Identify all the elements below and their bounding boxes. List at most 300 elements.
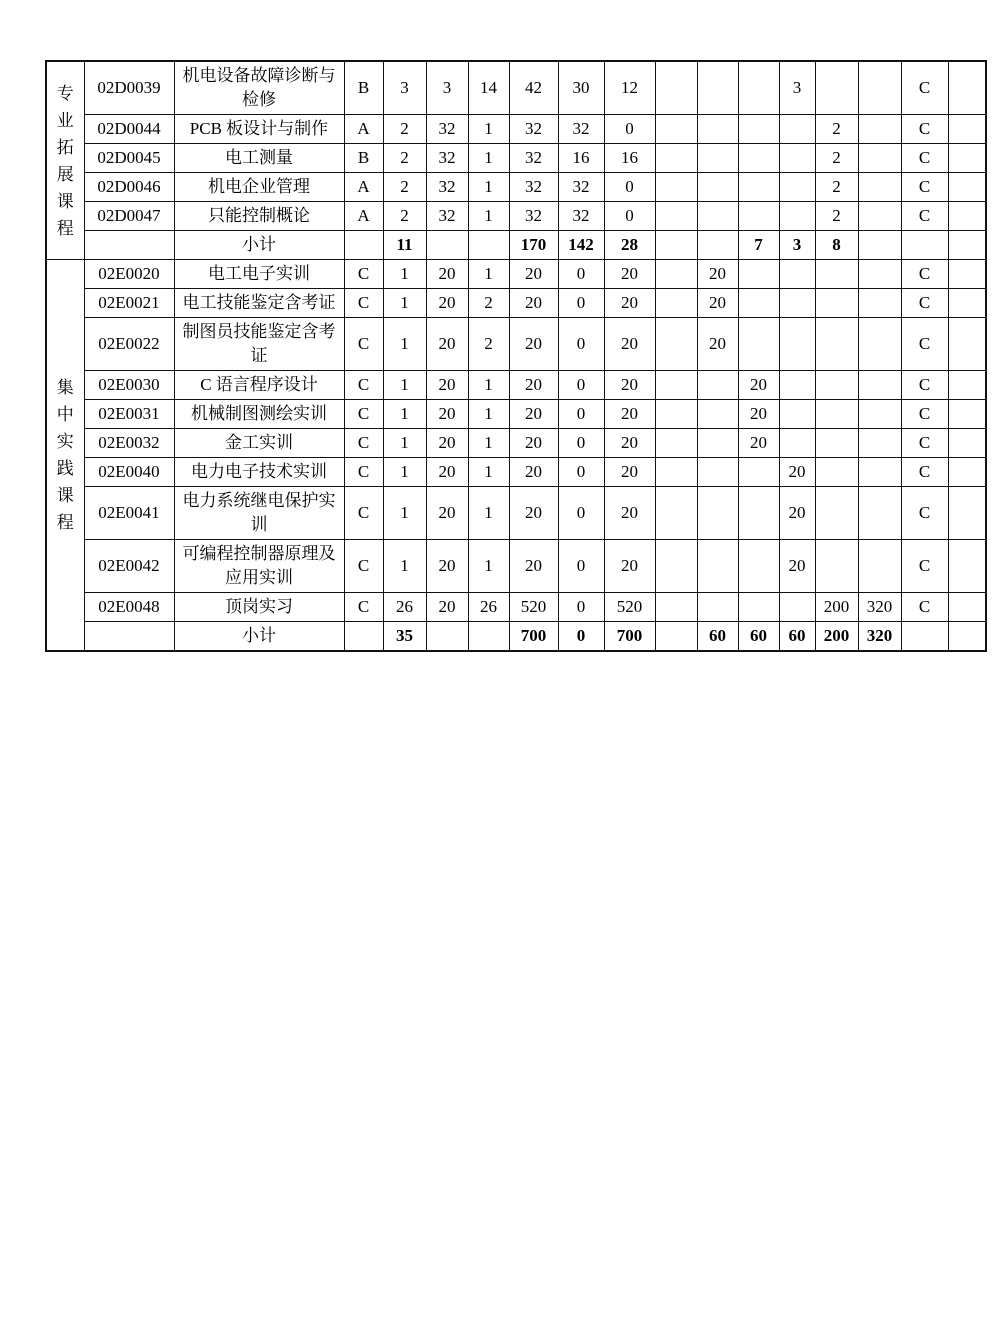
value-cell [697,231,738,260]
value-cell [948,371,986,400]
value-cell: 0 [558,400,604,429]
value-cell: 16 [558,144,604,173]
value-cell [815,289,858,318]
category-char: 专 [56,83,74,103]
value-cell [815,61,858,115]
value-cell [655,115,697,144]
value-cell [738,115,779,144]
value-cell [948,260,986,289]
value-cell: 2 [383,173,426,202]
exam-mode-cell: C [901,458,948,487]
value-cell [779,371,815,400]
value-cell: 20 [604,458,655,487]
exam-mode-cell: C [901,289,948,318]
value-cell [948,487,986,540]
value-cell: 1 [383,289,426,318]
value-cell [948,144,986,173]
exam-mode-cell: C [901,540,948,593]
category-char: 展 [56,164,74,184]
value-cell: 20 [509,260,558,289]
value-cell [697,429,738,458]
value-cell [738,260,779,289]
category-char: 课 [56,486,74,505]
value-cell [858,260,901,289]
value-cell: 1 [468,487,509,540]
value-cell: 0 [558,487,604,540]
value-cell [779,260,815,289]
value-cell: 20 [604,540,655,593]
course-row [46,61,986,115]
value-cell: 2 [468,289,509,318]
value-cell: 32 [558,115,604,144]
course-row [46,202,986,231]
value-cell: 3 [426,61,468,115]
course-name-cell: 电力电子技术实训 [174,458,344,487]
value-cell [738,593,779,622]
value-cell [344,231,383,260]
value-cell: 20 [426,318,468,371]
value-cell: 0 [558,371,604,400]
value-cell: 0 [604,202,655,231]
value-cell: 20 [426,593,468,622]
exam-mode-cell: C [901,61,948,115]
value-cell [858,173,901,202]
value-cell: 1 [468,429,509,458]
course-name-cell: 机械制图测绘实训 [174,400,344,429]
value-cell [697,202,738,231]
value-cell [815,371,858,400]
value-cell [738,540,779,593]
value-cell: 20 [697,260,738,289]
value-cell [948,61,986,115]
subtotal-row [46,231,986,260]
value-cell: 700 [604,622,655,652]
value-cell: 32 [426,144,468,173]
course-name-cell: PCB 板设计与制作 [174,115,344,144]
course-name-cell: C 语言程序设计 [174,371,344,400]
value-cell: 1 [468,400,509,429]
value-cell [948,400,986,429]
course-row [46,173,986,202]
subtotal-label-cell: 小计 [174,231,344,260]
value-cell [697,144,738,173]
value-cell: 0 [558,289,604,318]
exam-mode-cell: C [901,429,948,458]
value-cell: 2 [468,318,509,371]
value-cell [655,429,697,458]
value-cell [655,144,697,173]
value-cell: 3 [779,61,815,115]
table-body [46,61,986,651]
value-cell [858,289,901,318]
value-cell [779,202,815,231]
value-cell: 2 [815,144,858,173]
value-cell [948,202,986,231]
value-cell [948,540,986,593]
value-cell [697,593,738,622]
course-row [46,458,986,487]
value-cell: 3 [779,231,815,260]
value-cell [815,540,858,593]
value-cell: 20 [509,429,558,458]
value-cell: 20 [738,400,779,429]
value-cell [858,318,901,371]
value-cell: 32 [426,202,468,231]
value-cell: 20 [604,318,655,371]
value-cell [426,231,468,260]
value-cell [858,540,901,593]
value-cell: 20 [604,289,655,318]
value-cell: 7 [738,231,779,260]
value-cell: 1 [383,540,426,593]
value-cell: 20 [697,318,738,371]
value-cell: C [344,458,383,487]
value-cell: 60 [779,622,815,652]
course-code-cell: 02E0021 [84,289,174,318]
value-cell: 1 [383,371,426,400]
course-name-cell: 制图员技能鉴定含考证 [174,318,344,371]
course-code-cell: 02D0045 [84,144,174,173]
course-row [46,400,986,429]
value-cell: 0 [558,318,604,371]
value-cell: 0 [604,173,655,202]
value-cell: C [344,260,383,289]
exam-mode-cell: C [901,487,948,540]
value-cell [948,622,986,652]
value-cell [655,400,697,429]
value-cell [815,458,858,487]
value-cell [697,487,738,540]
value-cell: 20 [604,260,655,289]
course-row [46,115,986,144]
exam-mode-cell: C [901,400,948,429]
value-cell: 20 [738,371,779,400]
value-cell [948,115,986,144]
course-code-cell: 02D0039 [84,61,174,115]
value-cell: 1 [383,487,426,540]
exam-mode-cell: C [901,202,948,231]
value-cell: 20 [426,260,468,289]
value-cell: 32 [509,202,558,231]
value-cell: 1 [468,540,509,593]
value-cell: 0 [604,115,655,144]
course-row [46,289,986,318]
value-cell: 20 [509,318,558,371]
value-cell: B [344,144,383,173]
course-category-cell [46,260,84,652]
value-cell: 0 [558,429,604,458]
value-cell [655,202,697,231]
course-row [46,371,986,400]
value-cell: 32 [558,173,604,202]
value-cell [779,318,815,371]
value-cell [948,231,986,260]
value-cell: 20 [509,371,558,400]
value-cell [858,429,901,458]
value-cell: 1 [468,115,509,144]
category-char: 业 [56,110,74,130]
value-cell [815,487,858,540]
value-cell: 20 [604,371,655,400]
value-cell: A [344,173,383,202]
value-cell [697,400,738,429]
value-cell [948,458,986,487]
value-cell: 0 [558,458,604,487]
course-name-cell: 机电设备故障诊断与检修 [174,61,344,115]
value-cell: 2 [815,173,858,202]
value-cell [738,144,779,173]
value-cell: 320 [858,622,901,652]
course-name-cell: 电工技能鉴定含考证 [174,289,344,318]
value-cell: C [344,289,383,318]
course-name-cell: 顶岗实习 [174,593,344,622]
value-cell [697,61,738,115]
value-cell: 26 [468,593,509,622]
value-cell [779,593,815,622]
value-cell [655,289,697,318]
course-row [46,540,986,593]
value-cell: 60 [738,622,779,652]
value-cell [655,260,697,289]
value-cell: 20 [426,371,468,400]
value-cell: 35 [383,622,426,652]
value-cell: 20 [509,289,558,318]
value-cell [468,231,509,260]
course-name-cell: 电工测量 [174,144,344,173]
value-cell [655,622,697,652]
course-code-cell: 02E0042 [84,540,174,593]
value-cell: 0 [558,260,604,289]
value-cell [697,115,738,144]
value-cell: 1 [468,260,509,289]
value-cell: B [344,61,383,115]
value-cell [779,289,815,318]
course-code-cell: 02E0032 [84,429,174,458]
value-cell: C [344,318,383,371]
value-cell [858,144,901,173]
value-cell: A [344,202,383,231]
value-cell [858,231,901,260]
value-cell [948,289,986,318]
value-cell [779,115,815,144]
value-cell [779,429,815,458]
exam-mode-cell: C [901,115,948,144]
course-name-cell: 可编程控制器原理及应用实训 [174,540,344,593]
value-cell: 1 [468,173,509,202]
value-cell: 20 [509,458,558,487]
course-code-cell [84,231,174,260]
value-cell [697,540,738,593]
course-name-cell: 只能控制概论 [174,202,344,231]
category-vertical-label [48,80,83,242]
value-cell: 1 [383,318,426,371]
exam-mode-cell: C [901,173,948,202]
course-name-cell: 机电企业管理 [174,173,344,202]
value-cell [779,400,815,429]
value-cell: 16 [604,144,655,173]
category-char: 拓 [56,137,74,157]
value-cell [468,622,509,652]
course-row [46,318,986,371]
course-name-cell: 金工实训 [174,429,344,458]
value-cell [655,540,697,593]
course-code-cell: 02E0031 [84,400,174,429]
category-char: 集 [56,378,74,397]
course-row [46,144,986,173]
value-cell: 20 [509,540,558,593]
value-cell: 60 [697,622,738,652]
value-cell: 20 [426,289,468,318]
value-cell: 30 [558,61,604,115]
value-cell [738,458,779,487]
value-cell: 28 [604,231,655,260]
value-cell: 20 [426,487,468,540]
value-cell [655,458,697,487]
value-cell: 2 [815,115,858,144]
value-cell: 20 [509,400,558,429]
value-cell [697,371,738,400]
exam-mode-cell: C [901,260,948,289]
course-code-cell: 02D0044 [84,115,174,144]
exam-mode-cell [901,622,948,652]
value-cell: 20 [697,289,738,318]
category-char: 实 [56,432,74,451]
value-cell: 2 [383,144,426,173]
value-cell: 32 [509,173,558,202]
value-cell: 14 [468,61,509,115]
value-cell [344,622,383,652]
course-code-cell: 02E0041 [84,487,174,540]
value-cell: 20 [426,429,468,458]
value-cell [738,318,779,371]
category-vertical-label [48,374,83,536]
exam-mode-cell [901,231,948,260]
course-row [46,260,986,289]
value-cell: 1 [383,458,426,487]
course-code-cell: 02E0030 [84,371,174,400]
course-row [46,487,986,540]
value-cell [948,173,986,202]
value-cell: A [344,115,383,144]
value-cell: 20 [426,540,468,593]
value-cell: 2 [383,202,426,231]
value-cell: 142 [558,231,604,260]
value-cell [655,173,697,202]
value-cell: 3 [383,61,426,115]
value-cell [858,115,901,144]
value-cell: 32 [426,115,468,144]
value-cell: 1 [468,458,509,487]
value-cell [858,61,901,115]
value-cell: 520 [604,593,655,622]
value-cell: 1 [468,371,509,400]
value-cell: 1 [468,144,509,173]
course-name-cell: 电力系统继电保护实训 [174,487,344,540]
value-cell: 200 [815,622,858,652]
course-code-cell: 02E0020 [84,260,174,289]
value-cell: 170 [509,231,558,260]
value-cell: 200 [815,593,858,622]
value-cell [815,429,858,458]
value-cell [426,622,468,652]
value-cell: 0 [558,593,604,622]
value-cell: 20 [604,487,655,540]
value-cell: 20 [509,487,558,540]
value-cell: 11 [383,231,426,260]
value-cell: 2 [383,115,426,144]
course-name-cell: 电工电子实训 [174,260,344,289]
value-cell [858,487,901,540]
curriculum-table [45,60,987,652]
exam-mode-cell: C [901,593,948,622]
exam-mode-cell: C [901,318,948,371]
value-cell: 1 [383,260,426,289]
value-cell [655,487,697,540]
value-cell: 20 [604,429,655,458]
value-cell: 20 [426,458,468,487]
exam-mode-cell: C [901,371,948,400]
category-char: 中 [56,405,74,424]
value-cell [697,458,738,487]
value-cell: C [344,371,383,400]
category-char: 程 [56,218,74,238]
value-cell: C [344,400,383,429]
value-cell [738,61,779,115]
value-cell: 20 [738,429,779,458]
course-row [46,593,986,622]
value-cell [858,458,901,487]
value-cell: 26 [383,593,426,622]
value-cell: 1 [383,429,426,458]
value-cell [738,173,779,202]
value-cell: 20 [779,458,815,487]
value-cell [858,371,901,400]
value-cell: 32 [509,144,558,173]
category-char: 程 [56,513,74,532]
value-cell: 32 [509,115,558,144]
value-cell [655,61,697,115]
value-cell: 1 [468,202,509,231]
value-cell: 20 [426,400,468,429]
course-code-cell [84,622,174,652]
value-cell: C [344,429,383,458]
course-code-cell: 02D0047 [84,202,174,231]
value-cell [948,429,986,458]
subtotal-row [46,622,986,652]
value-cell [655,318,697,371]
value-cell: C [344,540,383,593]
value-cell [655,371,697,400]
exam-mode-cell: C [901,144,948,173]
value-cell: 20 [779,487,815,540]
subtotal-label-cell: 小计 [174,622,344,652]
value-cell [738,487,779,540]
value-cell: 20 [604,400,655,429]
course-category-cell [46,61,84,260]
value-cell: 700 [509,622,558,652]
value-cell [815,260,858,289]
course-code-cell: 02D0046 [84,173,174,202]
value-cell [948,593,986,622]
category-char: 课 [56,191,74,211]
course-code-cell: 02E0048 [84,593,174,622]
value-cell [779,144,815,173]
value-cell [738,289,779,318]
value-cell: 520 [509,593,558,622]
value-cell [738,202,779,231]
value-cell: 1 [383,400,426,429]
value-cell [655,231,697,260]
